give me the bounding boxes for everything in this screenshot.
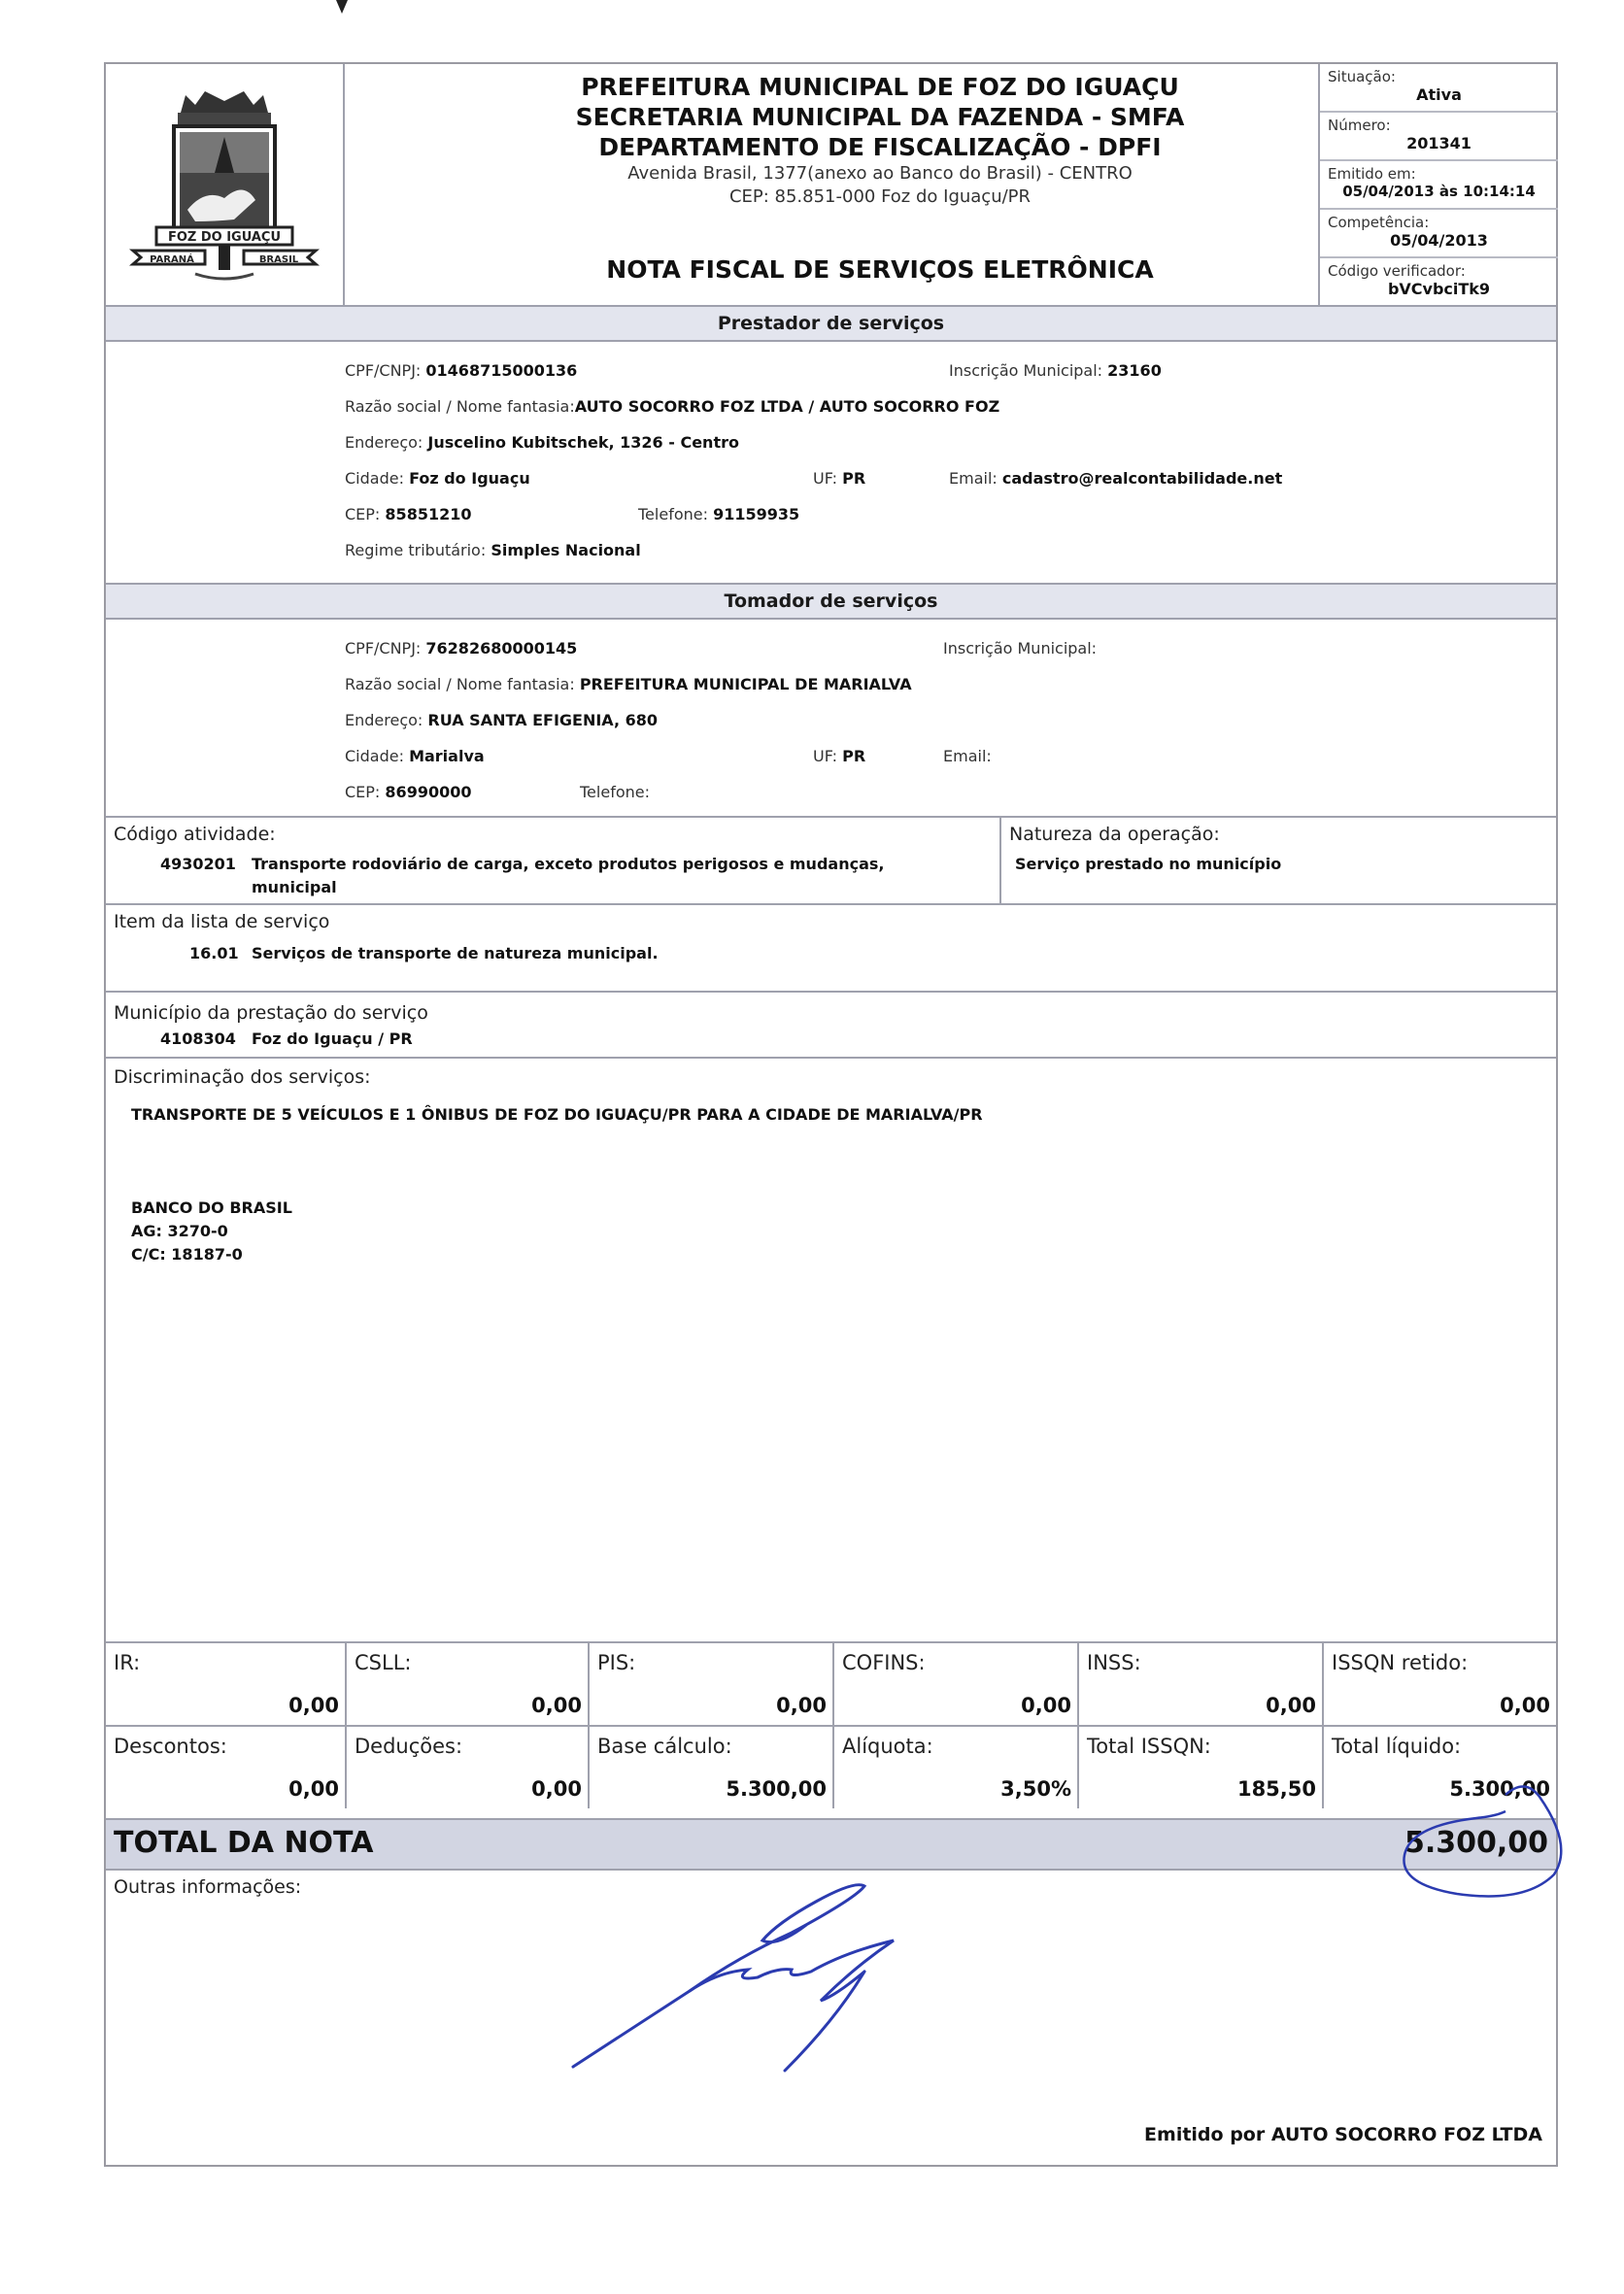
org-department: DEPARTAMENTO DE FISCALIZAÇÃO - DPFI (598, 133, 1162, 161)
item-code: 16.01 (189, 944, 239, 962)
prestador-cidade-label: Cidade: (345, 469, 404, 488)
tax-aliquota: Alíquota: 3,50% (834, 1727, 1079, 1808)
pen-circle-mark-icon (1379, 1768, 1573, 1913)
svg-text:PARANÁ: PARANÁ (150, 254, 194, 265)
prestador-razao-label: Razão social / Nome fantasia: (345, 397, 575, 416)
prestador-cnpj-label: CPF/CNPJ: (345, 361, 422, 380)
tax-total-issqn: Total ISSQN: 185,50 (1079, 1727, 1324, 1808)
tax-total-liquido: Total líquido: 5.300,00 (1332, 1735, 1550, 1801)
prestador-cnpj-value: 01468715000136 (425, 361, 578, 380)
tomador-cep-label: CEP: (345, 783, 381, 801)
total-value: 5.300,00 (1404, 1826, 1548, 1860)
tax-issqn-retido: ISSQN retido: 0,00 (1332, 1651, 1550, 1717)
prestador-cep-value: 85851210 (385, 505, 472, 523)
prestador-uf-label: UF: (813, 469, 838, 488)
prestador-title: Prestador de serviços (717, 313, 945, 334)
item-label: Item da lista de serviço (114, 911, 330, 932)
tomador-section-header (106, 583, 1556, 620)
tomador-section (106, 620, 1556, 818)
atividade-desc-line2: municipal (252, 878, 337, 896)
org-address: Avenida Brasil, 1377(anexo ao Banco do Brasil) - CENTRO (627, 163, 1133, 184)
prestador-cep-label: CEP: (345, 505, 381, 523)
tax-grid (106, 1643, 1556, 1810)
tomador-cnpj-label: CPF/CNPJ: (345, 639, 422, 658)
emitido-label: Emitido em: (1328, 165, 1416, 183)
tomador-cep-value: 86990000 (385, 783, 472, 801)
coat-of-arms-icon (127, 84, 321, 287)
situacao-value: Ativa (1416, 85, 1462, 104)
prestador-telefone-value: 91159935 (713, 505, 800, 523)
natureza-value: Serviço prestado no município (1015, 855, 1282, 873)
handwritten-signature-icon (544, 1855, 952, 2088)
scan-mark (336, 0, 348, 14)
atividade-section (106, 818, 999, 903)
outras-label: Outras informações: (114, 1876, 302, 1898)
tax-inss: INSS: 0,00 (1079, 1643, 1324, 1725)
prestador-regime-label: Regime tributário: (345, 541, 487, 559)
emitido-por: Emitido por AUTO SOCORRO FOZ LTDA (1144, 2124, 1542, 2145)
municipio-value: Foz do Iguaçu / PR (252, 1029, 413, 1048)
tax-ir: IR: 0,00 (106, 1643, 347, 1725)
discriminacao-section (106, 1059, 1556, 1641)
tomador-endereco-label: Endereço: (345, 711, 423, 729)
tomador-title: Tomador de serviços (724, 590, 938, 612)
municipio-label: Município da prestação do serviço (114, 1002, 428, 1024)
org-cep: CEP: 85.851-000 Foz do Iguaçu/PR (728, 186, 1032, 207)
tomador-telefone-label: Telefone: (580, 783, 650, 801)
banco-agencia: AG: 3270-0 (131, 1222, 228, 1240)
meta-panel (1318, 64, 1558, 305)
tax-csll: CSLL: 0,00 (347, 1643, 590, 1725)
prestador-section-header (106, 305, 1556, 342)
document-title: NOTA FISCAL DE SERVIÇOS ELETRÔNICA (606, 255, 1154, 284)
banco-conta: C/C: 18187-0 (131, 1245, 243, 1264)
codigo-value: bVCvbciTk9 (1387, 280, 1491, 298)
emitido-value: 05/04/2013 às 10:14:14 (1342, 183, 1536, 200)
prestador-regime-value: Simples Nacional (491, 541, 641, 559)
org-secretaria: SECRETARIA MUNICIPAL DA FAZENDA - SMFA (575, 103, 1185, 131)
discriminacao-text: TRANSPORTE DE 5 VEÍCULOS E 1 ÔNIBUS DE FOZ DO IGUAÇU/PR PARA A CIDADE DE MARIALVA/PR (131, 1105, 983, 1124)
tomador-uf-value: PR (842, 747, 866, 765)
tomador-cidade-value: Marialva (409, 747, 485, 765)
competencia-label: Competência: (1328, 214, 1430, 231)
header-titles (345, 64, 1415, 305)
prestador-uf-value: PR (842, 469, 866, 488)
prestador-email-label: Email: (949, 469, 998, 488)
logo-cell (106, 64, 345, 305)
prestador-cidade-value: Foz do Iguaçu (409, 469, 530, 488)
municipio-section (106, 993, 1556, 1057)
tax-pis: PIS: 0,00 (590, 1643, 834, 1725)
tax-cofins: COFINS: 0,00 (834, 1643, 1079, 1725)
item-section (106, 905, 1556, 991)
codigo-label: Código verificador: (1328, 262, 1466, 280)
numero-label: Número: (1328, 117, 1391, 134)
tomador-uf-label: UF: (813, 747, 838, 765)
svg-text:FOZ DO IGUAÇU: FOZ DO IGUAÇU (167, 230, 282, 245)
prestador-email-value: cadastro@realcontabilidade.net (1001, 469, 1283, 488)
banco-name: BANCO DO BRASIL (131, 1198, 292, 1217)
invoice-document (104, 62, 1558, 2167)
tomador-endereco-value: RUA SANTA EFIGENIA, 680 (427, 711, 659, 729)
prestador-endereco-label: Endereço: (345, 433, 423, 452)
tax-deducoes: Deduções: 0,00 (347, 1727, 590, 1808)
prestador-inscricao-label: Inscrição Municipal: (949, 361, 1103, 380)
tomador-razao-value: PREFEITURA MUNICIPAL DE MARIALVA (579, 675, 912, 693)
natureza-label: Natureza da operação: (1009, 824, 1220, 845)
tomador-inscricao-label: Inscrição Municipal: (943, 639, 1098, 658)
natureza-section (1001, 818, 1555, 903)
org-name: PREFEITURA MUNICIPAL DE FOZ DO IGUAÇU (581, 73, 1179, 101)
atividade-code: 4930201 (160, 855, 236, 873)
tomador-razao-label: Razão social / Nome fantasia: (345, 675, 575, 693)
discriminacao-label: Discriminação dos serviços: (114, 1066, 371, 1088)
tax-base-calculo: Base cálculo: 5.300,00 (590, 1727, 834, 1808)
prestador-endereco-value: Juscelino Kubitschek, 1326 - Centro (427, 433, 739, 452)
total-label: TOTAL DA NOTA (114, 1826, 374, 1860)
prestador-razao-value: AUTO SOCORRO FOZ LTDA / AUTO SOCORRO FOZ (574, 397, 1000, 416)
atividade-desc-line1: Transporte rodoviário de carga, exceto produtos perigosos e mudanças, (252, 855, 885, 873)
municipio-code: 4108304 (160, 1029, 236, 1048)
tomador-cidade-label: Cidade: (345, 747, 404, 765)
svg-text:BRASIL: BRASIL (258, 254, 299, 265)
tomador-email-label: Email: (943, 747, 992, 765)
prestador-telefone-label: Telefone: (638, 505, 708, 523)
numero-value: 201341 (1406, 134, 1472, 152)
atividade-label: Código atividade: (114, 824, 276, 845)
tax-descontos: Descontos: 0,00 (106, 1727, 347, 1808)
situacao-label: Situação: (1328, 68, 1396, 85)
prestador-inscricao-value: 23160 (1107, 361, 1162, 380)
tomador-cnpj-value: 76282680000145 (425, 639, 578, 658)
item-desc: Serviços de transporte de natureza municipal. (252, 944, 659, 962)
competencia-value: 05/04/2013 (1390, 231, 1488, 250)
